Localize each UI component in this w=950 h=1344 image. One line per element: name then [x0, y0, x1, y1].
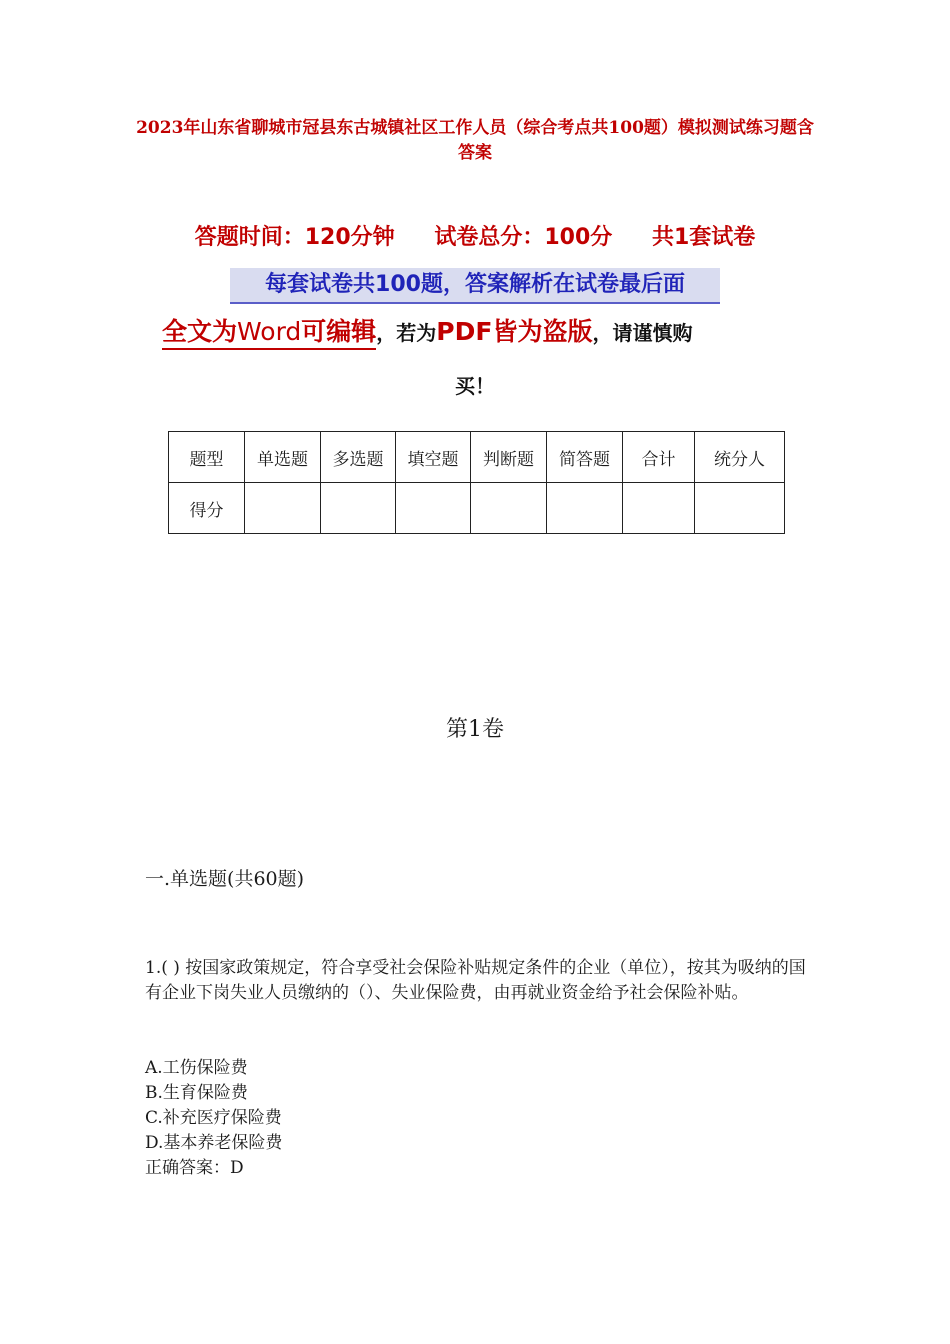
notice-part1: 全文为 [162, 317, 238, 346]
section-heading: 一.单选题(共60题) [145, 868, 305, 890]
score-table [168, 431, 785, 534]
option-c: C.补充医疗保险费 [145, 1108, 282, 1128]
exam-total-score: 试卷总分：100分 [434, 225, 613, 250]
score-cell [471, 483, 547, 534]
score-table-score-row [169, 483, 785, 534]
notice-part3: 若为 [396, 321, 437, 345]
score-cell [695, 483, 785, 534]
row-label-cell: 得分 [169, 483, 245, 534]
notice-tail: 买！ [455, 374, 495, 398]
score-cell [321, 483, 396, 534]
exam-time: 答题时间：120分钟 [194, 225, 395, 250]
header-cell: 判断题 [471, 432, 547, 483]
option-a: A.工伤保险费 [145, 1058, 248, 1078]
notice-answer-location: 每套试卷共100题，答案解析在试卷最后面 [230, 268, 720, 304]
notice-part5: 请谨慎购 [612, 321, 693, 345]
correct-answer: 正确答案：D [145, 1158, 244, 1178]
notice-copyright [162, 314, 812, 351]
header-cell: 单选题 [245, 432, 321, 483]
option-d: D.基本养老保险费 [145, 1133, 283, 1153]
notice-comma1: ， [376, 321, 397, 345]
header-cell: 统分人 [695, 432, 785, 483]
question-options [145, 1056, 815, 1181]
notice-part2: 可编辑 [301, 317, 377, 346]
header-cell: 简答题 [547, 432, 623, 483]
notice-comma2: ， [592, 321, 613, 345]
exam-meta [0, 220, 950, 251]
document-title: 2023年山东省聊城市冠县东古城镇社区工作人员（综合考点共100题）模拟测试练习题含答案 [136, 118, 814, 163]
score-cell [245, 483, 321, 534]
score-table-header-row [169, 432, 785, 483]
option-b: B.生育保险费 [145, 1083, 248, 1103]
score-cell [396, 483, 471, 534]
header-cell: 题型 [169, 432, 245, 483]
notice-part4: PDF皆为盗版 [436, 317, 593, 346]
score-cell [623, 483, 695, 534]
header-cell: 填空题 [396, 432, 471, 483]
notice-word: Word [237, 317, 302, 346]
exam-set-count: 共1套试卷 [651, 225, 756, 250]
header-cell: 合计 [623, 432, 695, 483]
volume-heading: 第1卷 [446, 717, 504, 742]
score-cell [547, 483, 623, 534]
question-text: 1.( ) 按国家政策规定，符合享受社会保险补贴规定条件的企业（单位），按其为吸纳的国有企业下岗失业人员缴纳的（）、失业保险费，由再就业资金给予社会保险补贴。 [145, 958, 806, 1003]
header-cell: 多选题 [321, 432, 396, 483]
